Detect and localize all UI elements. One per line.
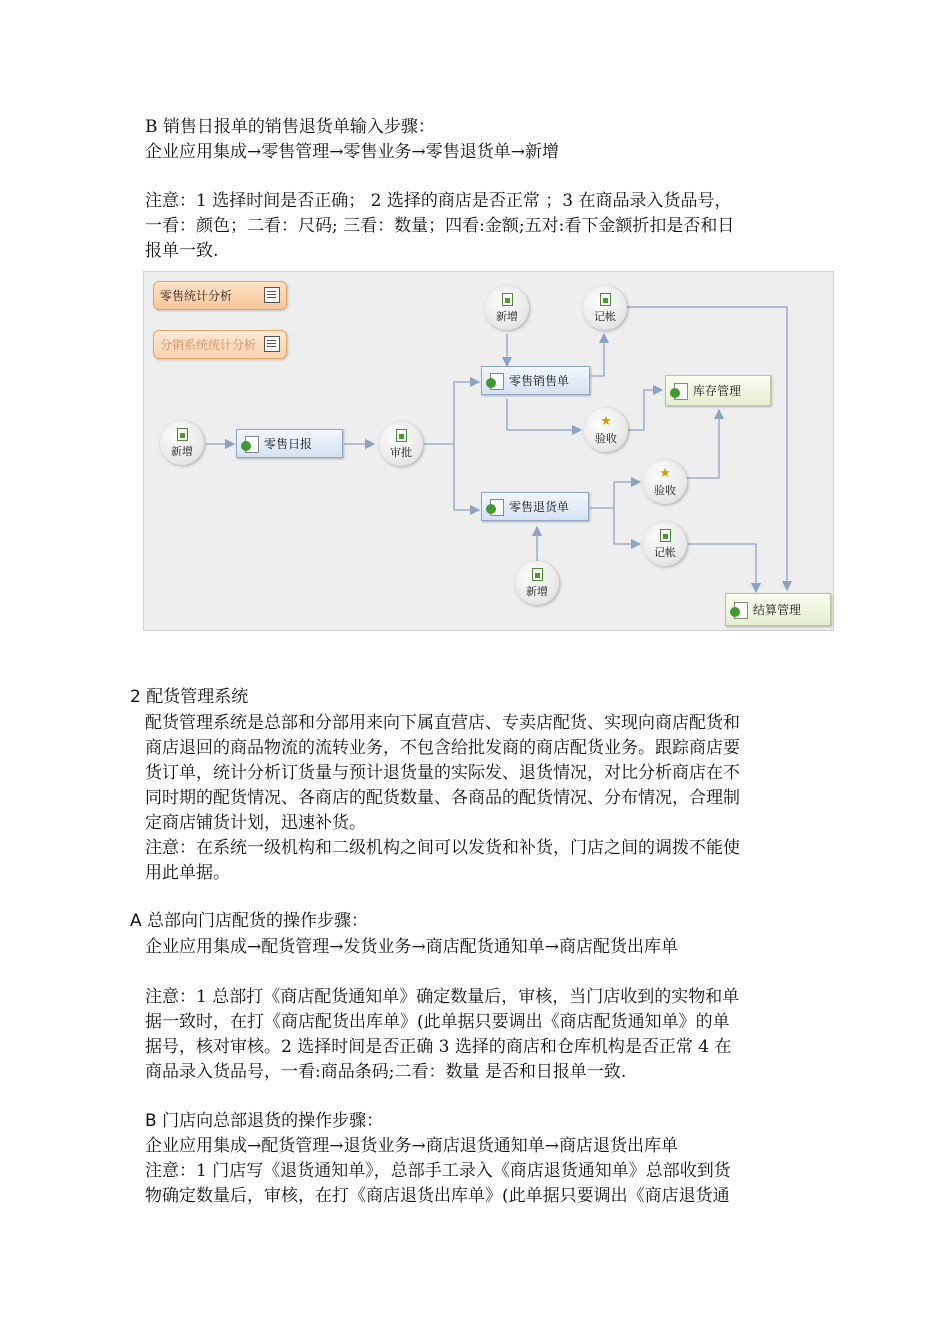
check-circle[interactable]	[584, 408, 628, 452]
document-icon	[670, 382, 688, 400]
settlement-management-node[interactable]	[725, 593, 831, 626]
approve-circle[interactable]	[379, 422, 423, 466]
inventory-management-node[interactable]	[665, 375, 771, 406]
section2-body-line: 定商店铺货计划，迅速补货。	[145, 813, 366, 833]
notepad-icon	[264, 336, 280, 352]
document-icon	[660, 529, 671, 542]
sectionB-heading: B 门店向总部退货的操作步骤：	[145, 1111, 384, 1131]
document-icon	[241, 435, 259, 453]
star-icon: ★	[600, 414, 612, 429]
section2-body-line: 配货管理系统是总部和分部用来向下属直营店、专卖店配货、实现向商店配货和	[145, 713, 740, 733]
sectionB-note-line: 物确定数量后，审核，在打《商店退货出库单》(此单据只要调出《商店退货通	[145, 1186, 730, 1206]
star-icon: ★	[659, 466, 671, 481]
document-icon	[600, 293, 611, 306]
retail-daily-report-node[interactable]	[236, 429, 343, 458]
document-icon	[486, 372, 504, 390]
section1-note-line: 报单一致.	[145, 241, 219, 261]
section2-body-line: 用此单据。	[145, 863, 230, 883]
retail-daily-report-label: 零售日报	[264, 437, 313, 451]
sectionA-note-line: 据一致时，在打《商店配货出库单》(此单据只要调出《商店配货通知单》的单	[145, 1012, 730, 1032]
section2-body-line: 同时期的配货情况、各商店的配货数量、各商品的配货情况、分布情况，合理制	[145, 788, 740, 808]
post-label: 记帐	[594, 310, 616, 323]
section1-note-line: 注意：1 选择时间是否正确； 2 选择的商店是否正常 ；3 在商品录入货品号，	[145, 191, 732, 211]
new-label: 新增	[496, 310, 518, 323]
section1-heading: B 销售日报单的销售退货单输入步骤：	[145, 117, 435, 137]
section2-body-line: 货订单，统计分析订货量与预计退货量的实际发、退货情况，对比分析商店在不	[145, 763, 740, 783]
sectionA-path: 企业应用集成→配货管理→发货业务→商店配货通知单→商店配货出库单	[145, 937, 678, 957]
retail-return-order-label: 零售退货单	[509, 500, 570, 514]
check-circle[interactable]	[643, 460, 687, 504]
inventory-management-label: 库存管理	[693, 384, 742, 398]
retail-stats-analysis-button[interactable]	[153, 281, 287, 310]
section1-path: 企业应用集成→零售管理→零售业务→零售退货单→新增	[145, 142, 559, 162]
sectionA-note-line: 据号，核对审核。2 选择时间是否正确 3 选择的商店和仓库机构是否正常 4 在	[145, 1037, 732, 1057]
distribution-stats-analysis-button[interactable]	[153, 330, 287, 359]
new-label: 新增	[171, 445, 193, 458]
new-circle[interactable]	[515, 561, 559, 605]
document-icon	[486, 498, 504, 516]
section2-heading: 2 配货管理系统	[130, 687, 249, 707]
section2-body-line: 商店退回的商品物流的流转业务，不包含给批发商的商店配货业务。跟踪商店要	[145, 738, 740, 758]
check-label: 验收	[595, 432, 617, 445]
section1-note-line: 一看：颜色；二看：尺码; 三看：数量；四看:金额;五对:看下金额折扣是否和日	[145, 216, 735, 236]
document-icon	[532, 568, 543, 581]
retail-flow-diagram	[143, 271, 834, 631]
document-icon	[177, 428, 188, 441]
sectionB-path: 企业应用集成→配货管理→退货业务→商店退货通知单→商店退货出库单	[145, 1136, 678, 1156]
sectionA-note-line: 商品录入货品号，一看:商品条码;二看：数量 是否和日报单一致.	[145, 1062, 627, 1082]
post-circle[interactable]	[583, 286, 627, 330]
new-label: 新增	[526, 585, 548, 598]
document-icon	[502, 293, 513, 306]
notepad-icon	[264, 287, 280, 303]
new-circle[interactable]	[160, 421, 204, 465]
retail-sales-order-label: 零售销售单	[509, 374, 570, 388]
new-circle[interactable]	[485, 286, 529, 330]
document-icon	[730, 601, 748, 619]
document-icon	[396, 429, 407, 442]
check-label: 验收	[654, 484, 676, 497]
retail-sales-order-node[interactable]	[481, 366, 590, 395]
retail-stats-analysis-label: 零售统计分析	[160, 289, 233, 303]
distribution-stats-analysis-label: 分销系统统计分析	[160, 338, 257, 352]
approve-label: 审批	[390, 446, 412, 459]
sectionA-heading: A 总部向门店配货的操作步骤：	[130, 911, 369, 931]
section2-body-line: 注意：在系统一级机构和二级机构之间可以发货和补货，门店之间的调拨不能使	[145, 838, 740, 858]
settlement-management-label: 结算管理	[753, 603, 802, 617]
sectionA-note-line: 注意：1 总部打《商店配货通知单》确定数量后，审核，当门店收到的实物和单	[145, 987, 740, 1007]
sectionB-note-line: 注意：1 门店写《退货通知单》，总部手工录入《商店退货通知单》总部收到货	[145, 1161, 731, 1181]
retail-return-order-node[interactable]	[481, 492, 589, 521]
post-circle[interactable]	[643, 522, 687, 566]
post-label: 记帐	[654, 546, 676, 559]
